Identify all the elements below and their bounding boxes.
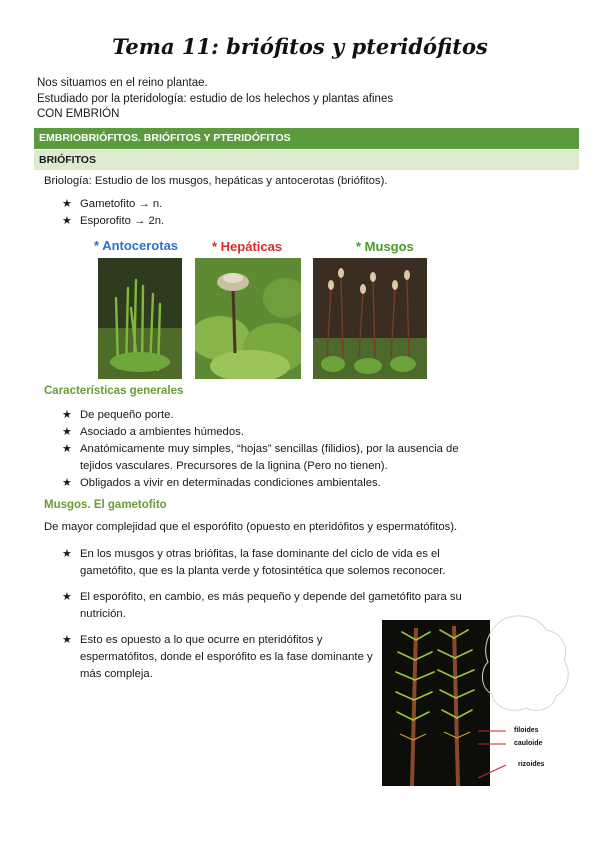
- star-icon: ★: [62, 634, 72, 646]
- page-title: Tema 11: briófitos y pteridófitos: [112, 34, 488, 59]
- star-icon: ★: [62, 426, 72, 438]
- caracteristicas-heading: Características generales: [44, 385, 184, 397]
- list-item: ★ Esto es opuesto a lo que ocurre en pteridófitos y espermatófitos, donde el esporófito es la fase dominante y más compleja.: [62, 634, 373, 680]
- list-item: ★ Asociado a ambientes húmedos.: [62, 424, 459, 441]
- caracteristicas-list: [62, 407, 459, 492]
- gametofito-photo: [382, 620, 490, 786]
- list-item: ★ En los musgos y otras briófitas, la fase dominante del ciclo de vida es el gametófito, que es la planta verde y fotosintética que solemos reconocer.: [62, 548, 446, 577]
- label-musgos: * Musgos: [356, 239, 414, 254]
- list-item: ★ Esporofito → 2n.: [62, 213, 164, 230]
- star-icon: ★: [62, 548, 72, 560]
- musgos-heading: Musgos. El gametofito: [44, 499, 167, 511]
- list-item: ★ El esporófito, en cambio, es más pequeño y depende del gametófito para su nutrición.: [62, 591, 462, 620]
- intro-line: Nos situamos en el reino plantae.: [37, 77, 208, 89]
- label-hepaticas: * Hepáticas: [212, 239, 283, 254]
- list-item: ★ Gametofito → n.: [62, 196, 164, 213]
- section-header-bar: EMBRIOBRIÓFITOS. BRIÓFITOS Y PTERIDÓFITOS: [34, 128, 579, 149]
- outline-sketch: [478, 612, 574, 716]
- callout-rizoides: rizoides: [518, 761, 545, 768]
- hepaticas-photo: [195, 258, 301, 379]
- star-icon: ★: [62, 215, 72, 227]
- musgos-lead: De mayor complejidad que el esporófito (opuesto en pteridófitos y espermatófitos).: [44, 521, 458, 533]
- callout-cauloide: cauloide: [514, 740, 543, 747]
- star-icon: ★: [62, 591, 72, 603]
- list-item: ★ Obligados a vivir en determinadas condiciones ambientales.: [62, 475, 459, 492]
- callout-filoides: filoides: [514, 727, 539, 734]
- antocerotas-photo: [98, 258, 182, 379]
- intro-block: [37, 76, 393, 123]
- musgos-photo: [313, 258, 427, 379]
- star-icon: ★: [62, 409, 72, 421]
- list-item: ★ Anatómicamente muy simples, “hojas” sencillas (filidios), por la ausencia de tejidos vasculares. Precursores de la lignina (Pero no tienen).: [62, 443, 459, 472]
- star-icon: ★: [62, 198, 72, 210]
- star-icon: ★: [62, 477, 72, 489]
- star-icon: ★: [62, 443, 72, 455]
- phase-list: [62, 196, 164, 230]
- subsection-header-bar: BRIÓFITOS: [34, 150, 579, 170]
- label-antocerotas: * Antocerotas: [94, 238, 179, 253]
- list-item: ★ De pequeño porte.: [62, 407, 459, 424]
- briologia-definition: Briología: Estudio de los musgos, hepáticas y antocerotas (briófitos).: [44, 175, 388, 187]
- intro-line: CON EMBRIÓN: [37, 108, 120, 120]
- intro-line: Estudiado por la pteridología: estudio de los helechos y plantas afines: [37, 92, 394, 105]
